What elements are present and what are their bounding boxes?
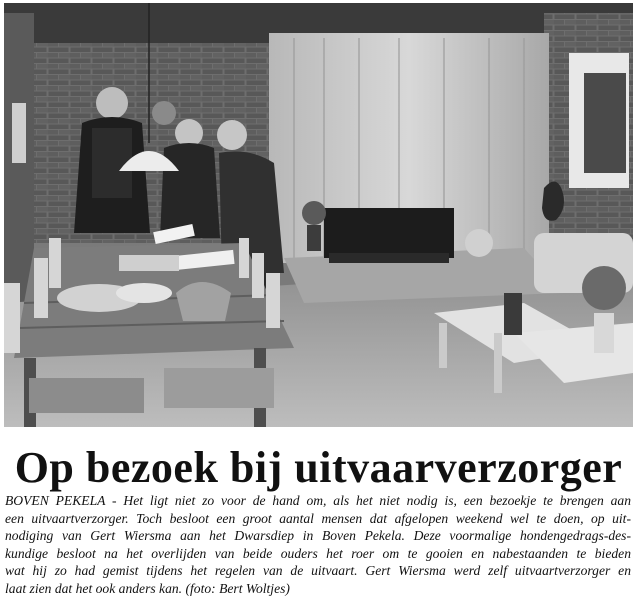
caption-line: nodiging van Gert Wiersma aan het Dwarsdiep in Boven Pekela. Deze voormalige hondengedrags-des- xyxy=(5,528,631,544)
article-caption xyxy=(5,492,631,598)
article-photo xyxy=(4,3,633,427)
caption-line: BOVEN PEKELA - Het ligt niet zo voor de hand om, als het niet nodig is, een bezoekje te brengen aan xyxy=(5,493,631,508)
article-headline: Op bezoek bij uitvaarverzorger xyxy=(14,443,623,492)
caption-line: kundige besloot na het overlijden van beide ouders het roer om te gooien en nabestaanden te bieden xyxy=(5,545,631,561)
funeral-home-interior-photo xyxy=(4,3,633,427)
caption-line: laat zien dat het ook anders kan. (foto: Bert Woltjes) xyxy=(5,580,290,596)
caption-line: wat hij zo had gemist tijdens het regelen van de uitvaart. Gert Wiersma werd zelf uitvaartverzorger en xyxy=(5,563,631,579)
caption-line: een uitvaartverzorger. Toch besloot een groot aantal mensen dat afgelopen weekend wel te doen, op uit- xyxy=(5,510,631,526)
